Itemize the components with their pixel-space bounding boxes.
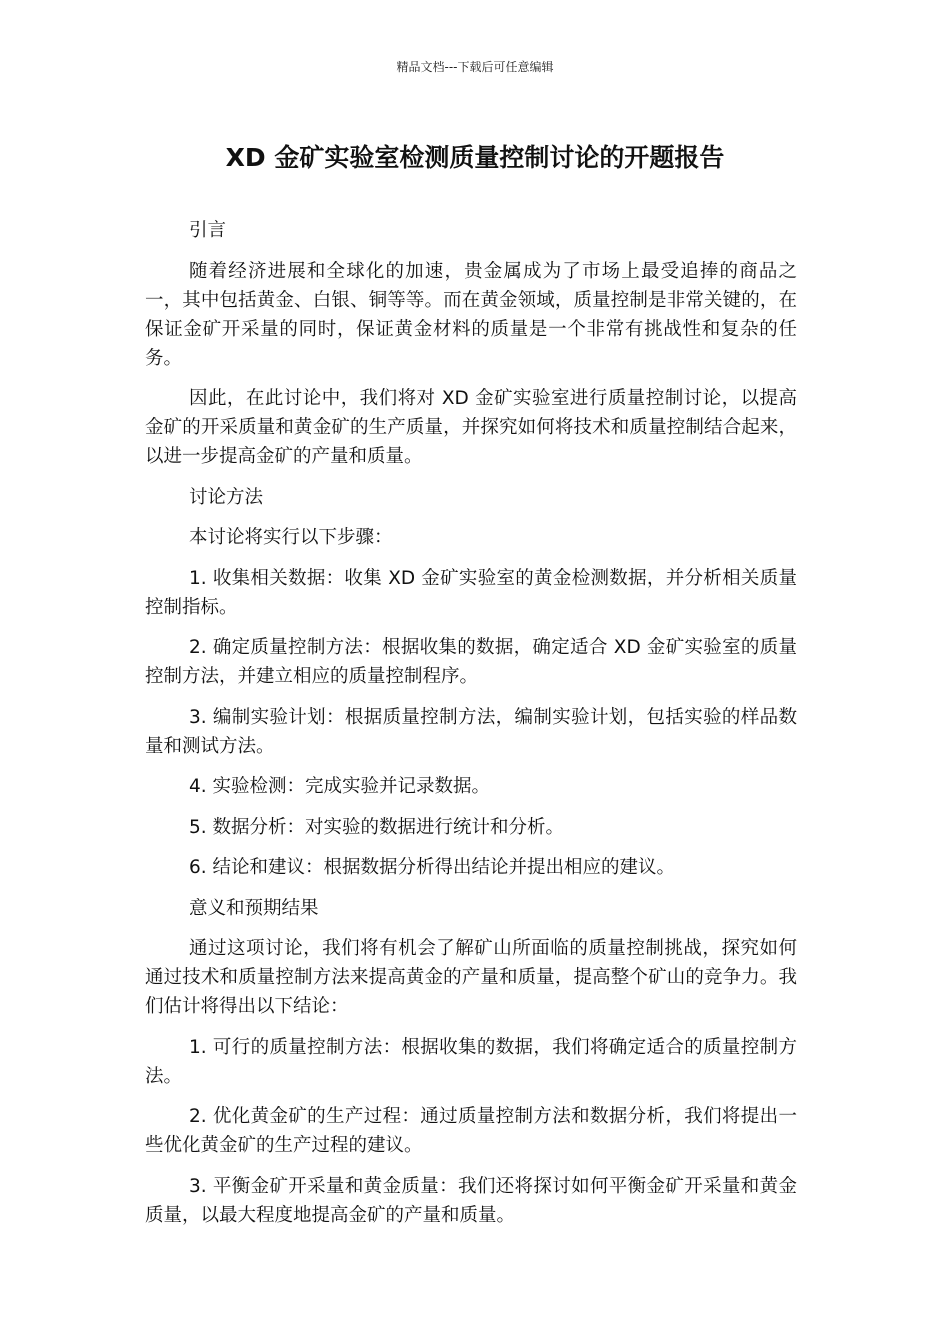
list-item: 3. 编制实验计划：根据质量控制方法，编制实验计划，包括实验的样品数量和测试方法。 [145,706,797,757]
list-item: 4. 实验检测：完成实验并记录数据。 [189,776,491,797]
paragraph: 因此，在此讨论中，我们将对 XD 金矿实验室进行质量控制讨论，以提高金矿的开采质量和黄金矿的生产质量，并探究如何将技术和质量控制结合起来，以进一步提高金矿的产量和质量。 [145,388,797,467]
list-item: 5. 数据分析：对实验的数据进行统计和分析。 [189,816,565,838]
heading-methods: 讨论方法 [189,486,264,508]
paragraph: 通过这项讨论，我们将有机会了解矿山所面临的质量控制挑战，探究如何通过技术和质量控制方法来提高黄金的产量和质量，提高整个矿山的竞争力。我们估计将得出以下结论： [145,938,797,1017]
heading-introduction: 引言 [189,220,227,241]
paragraph: 本讨论将实行以下步骤： [189,527,393,548]
list-item: 2. 优化黄金矿的生产过程：通过质量控制方法和数据分析，我们将提出一些优化黄金矿的生产过程的建议。 [145,1106,797,1156]
list-item: 1. 收集相关数据：收集 XD 金矿实验室的黄金检测数据，并分析相关质量控制指标。 [145,567,797,618]
document-body [145,216,797,1241]
list-item: 6. 结论和建议：根据数据分析得出结论并提出相应的建议。 [189,857,676,878]
list-item: 1. 可行的质量控制方法：根据收集的数据，我们将确定适合的质量控制方法。 [145,1036,797,1087]
paragraph: 随着经济进展和全球化的加速，贵金属成为了市场上最受追捧的商品之一，其中包括黄金、白银、铜等等。而在黄金领域，质量控制是非常关键的，在保证金矿开采量的同时，保证黄金材料的质量是一个非常有挑战性和复杂的任务。 [145,260,797,369]
document-title: XD 金矿实验室检测质量控制讨论的开题报告 [225,143,725,172]
list-item: 3. 平衡金矿开采量和黄金质量：我们还将探讨如何平衡金矿开采量和黄金质量，以最大程度地提高金矿的产量和质量。 [145,1175,797,1226]
list-item: 2. 确定质量控制方法：根据收集的数据，确定适合 XD 金矿实验室的质量控制方法，并建立相应的质量控制程序。 [145,637,797,687]
header-note: 精品文档---下载后可任意编辑 [396,60,554,74]
heading-significance: 意义和预期结果 [189,897,319,919]
